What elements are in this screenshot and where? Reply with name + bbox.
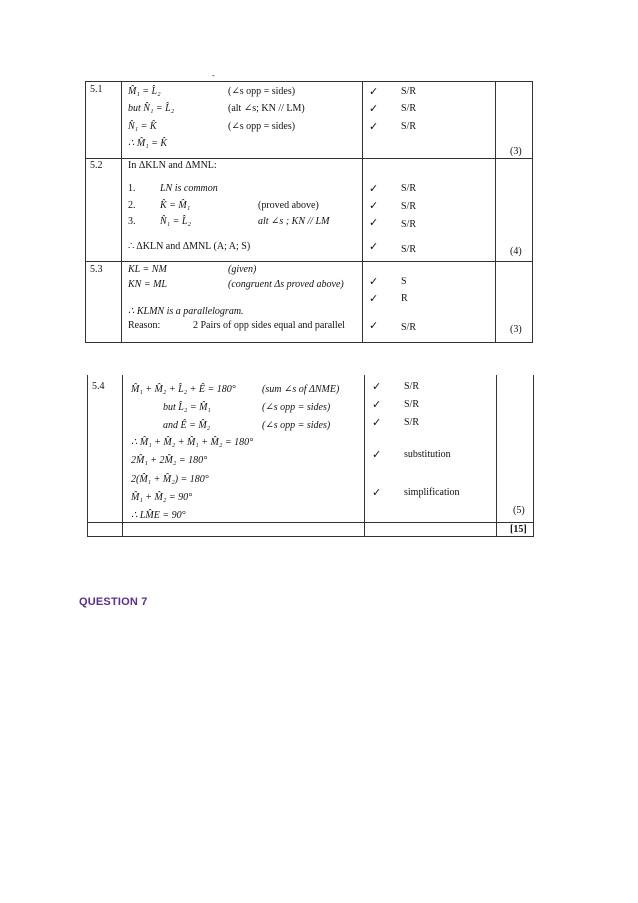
table1-col-divider <box>495 81 496 343</box>
mark-label: substitution <box>404 449 451 460</box>
table1-left-border <box>85 81 86 343</box>
table2-row-divider <box>87 522 534 523</box>
question-number: 5.1 <box>90 84 103 95</box>
statement: N̂₁ = K̂ <box>128 121 157 132</box>
reason: (∠s opp = sides) <box>228 121 296 132</box>
row-heading: In ΔKLN and ΔMNL: <box>128 160 217 171</box>
check-icon: ✓ <box>369 240 379 253</box>
reason: (congruent Δs proved above) <box>228 279 344 290</box>
check-icon: ✓ <box>372 486 382 499</box>
mark-label: S/R <box>401 183 417 194</box>
reason: (∠s opp = sides) <box>228 86 296 97</box>
mark-label: simplification <box>404 487 460 498</box>
statement: M̂₁ + M̂₂ = 90° <box>131 492 193 503</box>
mark-label: S/R <box>404 417 420 428</box>
table1-bottom-border <box>85 342 533 343</box>
mark-label: S/R <box>404 399 420 410</box>
table2-col-divider <box>364 375 365 536</box>
reason: (∠s opp = sides) <box>262 420 331 431</box>
table1-top-border <box>85 81 533 82</box>
check-icon: ✓ <box>369 85 379 98</box>
statement: KN = ML <box>128 279 167 290</box>
marks-total: (4) <box>510 246 522 257</box>
statement: LN is common <box>160 183 218 194</box>
mark-label: S/R <box>401 201 417 212</box>
statement: K̂ = M̂₁ <box>160 200 191 211</box>
reason: alt ∠s ; KN // LM <box>258 216 330 227</box>
check-icon: ✓ <box>369 102 379 115</box>
question-heading: QUESTION 7 <box>79 596 148 608</box>
statement: ∴ M̂₁ = K̂ <box>128 138 168 149</box>
check-icon: ✓ <box>369 182 379 195</box>
marks-total: (3) <box>510 324 522 335</box>
check-icon: ✓ <box>372 398 382 411</box>
check-icon: ✓ <box>369 292 379 305</box>
table2-left-border <box>87 375 88 536</box>
statement: but L̂₂ = M̂₁ <box>163 402 211 413</box>
table1-row-divider <box>85 261 533 262</box>
mark-label: S/R <box>401 86 417 97</box>
question-number: 5.3 <box>90 264 103 275</box>
check-icon: ✓ <box>369 199 379 212</box>
check-icon: ✓ <box>372 448 382 461</box>
check-icon: ✓ <box>369 275 379 288</box>
reason: (∠s opp = sides) <box>262 402 331 413</box>
statement: and Ê = M̂₂ <box>163 420 211 431</box>
reason: (given) <box>228 264 257 275</box>
mark-label: R <box>401 293 408 304</box>
statement: KL = NM <box>128 264 167 275</box>
question-number: 5.2 <box>90 160 103 171</box>
reason-label: Reason: <box>128 320 161 331</box>
reason: (sum ∠s of ΔNME) <box>262 384 340 395</box>
table1-row-divider <box>85 158 533 159</box>
table2-bottom-border <box>87 536 534 537</box>
table2-right-border <box>533 375 534 536</box>
table1-col-divider <box>121 81 122 343</box>
stray-mark: - <box>212 71 215 80</box>
step-number: 3. <box>128 216 136 227</box>
mark-label: S/R <box>404 381 420 392</box>
question-number: 5.4 <box>92 381 105 392</box>
statement: ∴ LM̂E = 90° <box>131 510 186 521</box>
table1-right-border <box>532 81 533 343</box>
check-icon: ✓ <box>372 416 382 429</box>
step-number: 2. <box>128 200 136 211</box>
statement: but N̂₁ = L̂₂ <box>128 103 175 114</box>
statement: M̂₁ + M̂₂ + L̂₂ + Ê = 180° <box>131 384 236 395</box>
mark-label: S/R <box>401 103 417 114</box>
marks-total: (5) <box>513 505 525 516</box>
check-icon: ✓ <box>369 216 379 229</box>
marks-total: (3) <box>510 146 522 157</box>
statement: 2(M̂₁ + M̂₂) = 180° <box>131 474 209 485</box>
table2-col-divider <box>496 375 497 536</box>
statement: M̂₁ = L̂₂ <box>128 86 161 97</box>
check-icon: ✓ <box>369 319 379 332</box>
mark-label: S/R <box>401 219 417 230</box>
conclusion: ∴ ΔKLN and ΔMNL (A; A; S) <box>128 241 251 252</box>
mark-label: S/R <box>401 322 417 333</box>
mark-label: S/R <box>401 244 417 255</box>
reason: (alt ∠s; KN // LM) <box>228 103 305 114</box>
statement: N̂₁ = L̂₂ <box>160 216 191 227</box>
step-number: 1. <box>128 183 136 194</box>
mark-label: S <box>401 276 407 287</box>
check-icon: ✓ <box>372 380 382 393</box>
conclusion: ∴ KLMN is a parallelogram. <box>128 306 244 317</box>
table2-col-divider <box>122 375 123 536</box>
mark-label: S/R <box>401 121 417 132</box>
reason: (proved above) <box>258 200 319 211</box>
reason-text: 2 Pairs of opp sides equal and parallel <box>193 320 345 331</box>
check-icon: ✓ <box>369 120 379 133</box>
table1-col-divider <box>362 81 363 343</box>
statement: ∴ M̂₁ + M̂₂ + M̂₁ + M̂₂ = 180° <box>131 437 254 448</box>
statement: 2M̂₁ + 2M̂₂ = 180° <box>131 455 208 466</box>
grand-total: [15] <box>510 524 527 535</box>
